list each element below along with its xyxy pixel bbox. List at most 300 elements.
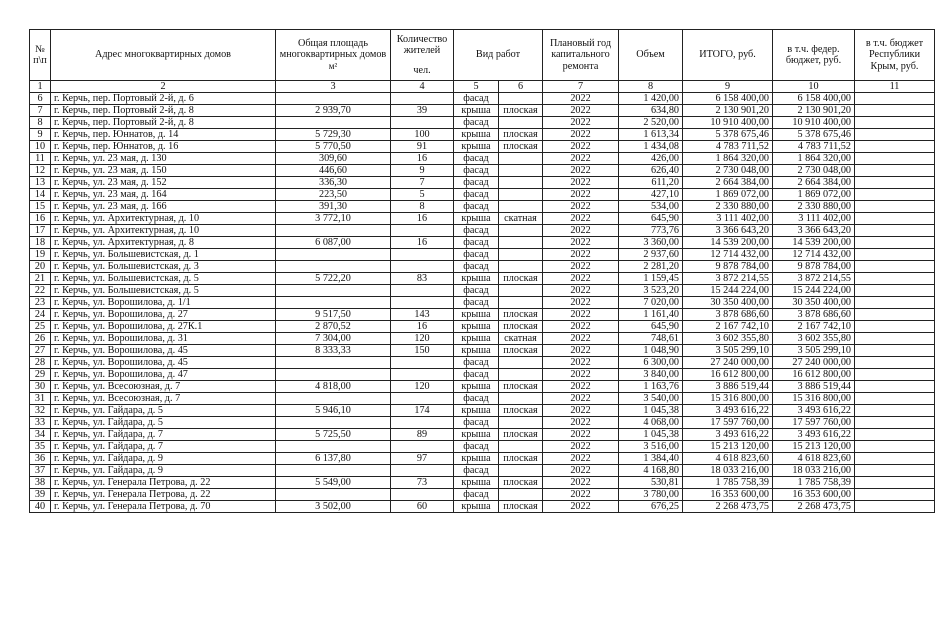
planned-year-cell: 2022 bbox=[543, 285, 619, 297]
republic-budget-cell bbox=[855, 453, 935, 465]
row-number-cell: 22 bbox=[30, 285, 51, 297]
federal-budget-cell: 3 878 686,60 bbox=[773, 309, 855, 321]
table-row bbox=[30, 129, 935, 141]
volume-cell: 1 159,45 bbox=[619, 273, 683, 285]
area-cell: 5 549,00 bbox=[276, 477, 391, 489]
federal-budget-cell: 1 869 072,00 bbox=[773, 189, 855, 201]
column-number-row bbox=[30, 81, 935, 93]
table-row bbox=[30, 501, 935, 513]
table-row bbox=[30, 333, 935, 345]
residents-cell bbox=[391, 489, 454, 501]
table-row bbox=[30, 141, 935, 153]
residents-cell: 83 bbox=[391, 273, 454, 285]
table-row bbox=[30, 261, 935, 273]
volume-cell: 6 300,00 bbox=[619, 357, 683, 369]
planned-year-cell: 2022 bbox=[543, 153, 619, 165]
residents-cell bbox=[391, 93, 454, 105]
row-number-cell: 18 bbox=[30, 237, 51, 249]
repair-program-table bbox=[29, 29, 935, 513]
volume-cell: 4 168,80 bbox=[619, 465, 683, 477]
volume-cell: 2 520,00 bbox=[619, 117, 683, 129]
planned-year-cell: 2022 bbox=[543, 381, 619, 393]
table-body bbox=[30, 93, 935, 513]
residents-cell: 60 bbox=[391, 501, 454, 513]
planned-year-cell: 2022 bbox=[543, 141, 619, 153]
republic-budget-cell bbox=[855, 477, 935, 489]
roof-type-cell bbox=[499, 417, 543, 429]
table-row bbox=[30, 417, 935, 429]
row-number-cell: 11 bbox=[30, 153, 51, 165]
table-row bbox=[30, 297, 935, 309]
row-number-cell: 16 bbox=[30, 213, 51, 225]
planned-year-cell: 2022 bbox=[543, 393, 619, 405]
roof-type-cell bbox=[499, 393, 543, 405]
work-type-cell: фасад bbox=[454, 285, 499, 297]
volume-cell: 634,80 bbox=[619, 105, 683, 117]
federal-budget-cell: 3 493 616,22 bbox=[773, 405, 855, 417]
republic-budget-cell bbox=[855, 489, 935, 501]
federal-budget-cell: 1 785 758,39 bbox=[773, 477, 855, 489]
republic-budget-cell bbox=[855, 165, 935, 177]
roof-type-cell bbox=[499, 489, 543, 501]
total-cost-cell: 17 597 760,00 bbox=[683, 417, 773, 429]
work-type-cell: фасад bbox=[454, 201, 499, 213]
roof-type-cell bbox=[499, 177, 543, 189]
roof-type-cell bbox=[499, 225, 543, 237]
address-cell: г. Керчь, ул. Гайдара, д. 9 bbox=[51, 465, 276, 477]
volume-cell: 3 360,00 bbox=[619, 237, 683, 249]
area-cell bbox=[276, 285, 391, 297]
roof-type-cell bbox=[499, 237, 543, 249]
address-cell: г. Керчь, ул. 23 мая, д. 164 bbox=[51, 189, 276, 201]
work-type-cell: крыша bbox=[454, 333, 499, 345]
federal-budget-cell: 4 783 711,52 bbox=[773, 141, 855, 153]
row-number-cell: 19 bbox=[30, 249, 51, 261]
republic-budget-cell bbox=[855, 213, 935, 225]
federal-budget-cell: 2 268 473,75 bbox=[773, 501, 855, 513]
total-cost-cell: 16 353 600,00 bbox=[683, 489, 773, 501]
work-type-cell: фасад bbox=[454, 177, 499, 189]
table-row bbox=[30, 429, 935, 441]
planned-year-cell: 2022 bbox=[543, 261, 619, 273]
work-type-cell: крыша bbox=[454, 453, 499, 465]
residents-cell: 97 bbox=[391, 453, 454, 465]
planned-year-cell: 2022 bbox=[543, 477, 619, 489]
total-cost-cell: 3 366 643,20 bbox=[683, 225, 773, 237]
header-address: Адрес многоквартирных домов bbox=[51, 30, 276, 81]
roof-type-cell bbox=[499, 201, 543, 213]
federal-budget-cell: 14 539 200,00 bbox=[773, 237, 855, 249]
area-cell bbox=[276, 249, 391, 261]
total-cost-cell: 2 664 384,00 bbox=[683, 177, 773, 189]
address-cell: г. Керчь, ул. Ворошилова, д. 31 bbox=[51, 333, 276, 345]
roof-type-cell: плоская bbox=[499, 129, 543, 141]
republic-budget-cell bbox=[855, 429, 935, 441]
residents-cell: 174 bbox=[391, 405, 454, 417]
republic-budget-cell bbox=[855, 465, 935, 477]
column-number: 7 bbox=[543, 81, 619, 93]
column-number: 11 bbox=[855, 81, 935, 93]
total-cost-cell: 14 539 200,00 bbox=[683, 237, 773, 249]
table-row bbox=[30, 381, 935, 393]
total-cost-cell: 5 378 675,46 bbox=[683, 129, 773, 141]
header-residents-label: Количество жителей bbox=[396, 33, 448, 57]
row-number-cell: 24 bbox=[30, 309, 51, 321]
total-cost-cell: 9 878 784,00 bbox=[683, 261, 773, 273]
volume-cell: 1 045,38 bbox=[619, 405, 683, 417]
residents-cell bbox=[391, 261, 454, 273]
work-type-cell: фасад bbox=[454, 93, 499, 105]
federal-budget-cell: 2 167 742,10 bbox=[773, 321, 855, 333]
volume-cell: 3 516,00 bbox=[619, 441, 683, 453]
address-cell: г. Керчь, ул. Ворошилова, д. 27К.1 bbox=[51, 321, 276, 333]
area-cell: 8 333,33 bbox=[276, 345, 391, 357]
area-cell: 4 818,00 bbox=[276, 381, 391, 393]
volume-cell: 645,90 bbox=[619, 321, 683, 333]
republic-budget-cell bbox=[855, 189, 935, 201]
planned-year-cell: 2022 bbox=[543, 249, 619, 261]
planned-year-cell: 2022 bbox=[543, 129, 619, 141]
volume-cell: 3 523,20 bbox=[619, 285, 683, 297]
roof-type-cell bbox=[499, 117, 543, 129]
residents-cell bbox=[391, 369, 454, 381]
volume-cell: 3 840,00 bbox=[619, 369, 683, 381]
residents-cell bbox=[391, 285, 454, 297]
total-cost-cell: 3 493 616,22 bbox=[683, 429, 773, 441]
residents-cell: 8 bbox=[391, 201, 454, 213]
work-type-cell: крыша bbox=[454, 321, 499, 333]
planned-year-cell: 2022 bbox=[543, 369, 619, 381]
republic-budget-cell bbox=[855, 501, 935, 513]
volume-cell: 676,25 bbox=[619, 501, 683, 513]
header-total: ИТОГО, руб. bbox=[683, 30, 773, 81]
volume-cell: 426,00 bbox=[619, 153, 683, 165]
row-number-cell: 31 bbox=[30, 393, 51, 405]
address-cell: г. Керчь, ул. Генерала Петрова, д. 22 bbox=[51, 489, 276, 501]
table-row bbox=[30, 201, 935, 213]
residents-cell bbox=[391, 225, 454, 237]
federal-budget-cell: 4 618 823,60 bbox=[773, 453, 855, 465]
roof-type-cell bbox=[499, 357, 543, 369]
volume-cell: 626,40 bbox=[619, 165, 683, 177]
republic-budget-cell bbox=[855, 129, 935, 141]
header-republic-budget: в т.ч. бюджет Республики Крым, руб. bbox=[855, 30, 935, 81]
row-number-cell: 30 bbox=[30, 381, 51, 393]
area-cell: 5 725,50 bbox=[276, 429, 391, 441]
federal-budget-cell: 30 350 400,00 bbox=[773, 297, 855, 309]
planned-year-cell: 2022 bbox=[543, 321, 619, 333]
area-cell: 2 870,52 bbox=[276, 321, 391, 333]
area-cell bbox=[276, 225, 391, 237]
residents-cell: 39 bbox=[391, 105, 454, 117]
table-row bbox=[30, 453, 935, 465]
header-area-label: Общая площадь многоквартирных домов bbox=[279, 37, 387, 61]
address-cell: г. Керчь, ул. 23 мая, д. 166 bbox=[51, 201, 276, 213]
federal-budget-cell: 16 353 600,00 bbox=[773, 489, 855, 501]
planned-year-cell: 2022 bbox=[543, 297, 619, 309]
republic-budget-cell bbox=[855, 345, 935, 357]
residents-cell bbox=[391, 117, 454, 129]
work-type-cell: крыша bbox=[454, 141, 499, 153]
work-type-cell: крыша bbox=[454, 273, 499, 285]
roof-type-cell: скатная bbox=[499, 213, 543, 225]
area-cell bbox=[276, 369, 391, 381]
table-row bbox=[30, 477, 935, 489]
column-number: 5 bbox=[454, 81, 499, 93]
address-cell: г. Керчь, ул. Гайдара, д. 9 bbox=[51, 453, 276, 465]
work-type-cell: крыша bbox=[454, 213, 499, 225]
federal-budget-cell: 3 111 402,00 bbox=[773, 213, 855, 225]
republic-budget-cell bbox=[855, 249, 935, 261]
table-row bbox=[30, 441, 935, 453]
row-number-cell: 34 bbox=[30, 429, 51, 441]
table-row bbox=[30, 321, 935, 333]
total-cost-cell: 3 493 616,22 bbox=[683, 405, 773, 417]
header-volume: Объем bbox=[619, 30, 683, 81]
area-cell: 391,30 bbox=[276, 201, 391, 213]
row-number-cell: 17 bbox=[30, 225, 51, 237]
work-type-cell: фасад bbox=[454, 249, 499, 261]
roof-type-cell bbox=[499, 189, 543, 201]
header-work-type: Вид работ bbox=[454, 30, 543, 81]
planned-year-cell: 2022 bbox=[543, 333, 619, 345]
residents-cell: 7 bbox=[391, 177, 454, 189]
republic-budget-cell bbox=[855, 117, 935, 129]
area-cell: 336,30 bbox=[276, 177, 391, 189]
header-residents bbox=[391, 30, 454, 81]
address-cell: г. Керчь, ул. Архитектурная, д. 8 bbox=[51, 237, 276, 249]
volume-cell: 1 420,00 bbox=[619, 93, 683, 105]
row-number-cell: 8 bbox=[30, 117, 51, 129]
table-row bbox=[30, 213, 935, 225]
volume-cell: 1 163,76 bbox=[619, 381, 683, 393]
planned-year-cell: 2022 bbox=[543, 405, 619, 417]
total-cost-cell: 3 886 519,44 bbox=[683, 381, 773, 393]
residents-cell: 89 bbox=[391, 429, 454, 441]
planned-year-cell: 2022 bbox=[543, 237, 619, 249]
total-cost-cell: 15 213 120,00 bbox=[683, 441, 773, 453]
residents-cell bbox=[391, 249, 454, 261]
federal-budget-cell: 15 316 800,00 bbox=[773, 393, 855, 405]
volume-cell: 1 434,08 bbox=[619, 141, 683, 153]
roof-type-cell bbox=[499, 297, 543, 309]
planned-year-cell: 2022 bbox=[543, 417, 619, 429]
republic-budget-cell bbox=[855, 321, 935, 333]
address-cell: г. Керчь, ул. Генерала Петрова, д. 22 bbox=[51, 477, 276, 489]
residents-cell: 16 bbox=[391, 321, 454, 333]
area-cell: 5 729,30 bbox=[276, 129, 391, 141]
republic-budget-cell bbox=[855, 105, 935, 117]
federal-budget-cell: 15 244 224,00 bbox=[773, 285, 855, 297]
planned-year-cell: 2022 bbox=[543, 213, 619, 225]
address-cell: г. Керчь, ул. Гайдара, д. 7 bbox=[51, 441, 276, 453]
area-cell bbox=[276, 393, 391, 405]
table-row bbox=[30, 177, 935, 189]
row-number-cell: 12 bbox=[30, 165, 51, 177]
row-number-cell: 36 bbox=[30, 453, 51, 465]
total-cost-cell: 1 869 072,00 bbox=[683, 189, 773, 201]
federal-budget-cell: 27 240 000,00 bbox=[773, 357, 855, 369]
work-type-cell: фасад bbox=[454, 237, 499, 249]
table-row bbox=[30, 393, 935, 405]
area-cell: 446,60 bbox=[276, 165, 391, 177]
residents-cell bbox=[391, 465, 454, 477]
row-number-cell: 26 bbox=[30, 333, 51, 345]
area-cell: 5 946,10 bbox=[276, 405, 391, 417]
roof-type-cell: плоская bbox=[499, 309, 543, 321]
work-type-cell: крыша bbox=[454, 501, 499, 513]
total-cost-cell: 3 602 355,80 bbox=[683, 333, 773, 345]
address-cell: г. Керчь, ул. Гайдара, д. 5 bbox=[51, 417, 276, 429]
planned-year-cell: 2022 bbox=[543, 429, 619, 441]
work-type-cell: фасад bbox=[454, 465, 499, 477]
roof-type-cell bbox=[499, 261, 543, 273]
header-residents-unit: чел. bbox=[413, 64, 431, 76]
republic-budget-cell bbox=[855, 393, 935, 405]
roof-type-cell: плоская bbox=[499, 405, 543, 417]
planned-year-cell: 2022 bbox=[543, 489, 619, 501]
republic-budget-cell bbox=[855, 405, 935, 417]
federal-budget-cell: 5 378 675,46 bbox=[773, 129, 855, 141]
address-cell: г. Керчь, ул. Ворошилова, д. 1/1 bbox=[51, 297, 276, 309]
address-cell: г. Керчь, пер. Портовый 2-й, д. 8 bbox=[51, 117, 276, 129]
republic-budget-cell bbox=[855, 333, 935, 345]
address-cell: г. Керчь, пер. Юннатов, д. 14 bbox=[51, 129, 276, 141]
federal-budget-cell: 3 366 643,20 bbox=[773, 225, 855, 237]
column-number: 2 bbox=[51, 81, 276, 93]
header-federal-budget: в т.ч. федер. бюджет, руб. bbox=[773, 30, 855, 81]
area-cell bbox=[276, 261, 391, 273]
planned-year-cell: 2022 bbox=[543, 345, 619, 357]
volume-cell: 534,00 bbox=[619, 201, 683, 213]
roof-type-cell: плоская bbox=[499, 321, 543, 333]
total-cost-cell: 6 158 400,00 bbox=[683, 93, 773, 105]
federal-budget-cell: 2 664 384,00 bbox=[773, 177, 855, 189]
total-cost-cell: 2 330 880,00 bbox=[683, 201, 773, 213]
table-row bbox=[30, 249, 935, 261]
table-header-row bbox=[30, 30, 935, 81]
table-row bbox=[30, 489, 935, 501]
republic-budget-cell bbox=[855, 153, 935, 165]
row-number-cell: 32 bbox=[30, 405, 51, 417]
address-cell: г. Керчь, ул. Гайдара, д. 5 bbox=[51, 405, 276, 417]
federal-budget-cell: 2 730 048,00 bbox=[773, 165, 855, 177]
roof-type-cell bbox=[499, 249, 543, 261]
work-type-cell: фасад bbox=[454, 117, 499, 129]
address-cell: г. Керчь, ул. 23 мая, д. 152 bbox=[51, 177, 276, 189]
area-cell bbox=[276, 417, 391, 429]
address-cell: г. Керчь, ул. Большевистская, д. 5 bbox=[51, 273, 276, 285]
address-cell: г. Керчь, ул. Всесоюзная, д. 7 bbox=[51, 393, 276, 405]
address-cell: г. Керчь, ул. Гайдара, д. 7 bbox=[51, 429, 276, 441]
volume-cell: 427,10 bbox=[619, 189, 683, 201]
republic-budget-cell bbox=[855, 273, 935, 285]
work-type-cell: фасад bbox=[454, 369, 499, 381]
total-cost-cell: 30 350 400,00 bbox=[683, 297, 773, 309]
planned-year-cell: 2022 bbox=[543, 357, 619, 369]
table-row bbox=[30, 465, 935, 477]
column-number: 3 bbox=[276, 81, 391, 93]
address-cell: г. Керчь, ул. Ворошилова, д. 47 bbox=[51, 369, 276, 381]
header-planned-year: Плановый год капитального ремонта bbox=[543, 30, 619, 81]
area-cell bbox=[276, 93, 391, 105]
roof-type-cell: плоская bbox=[499, 141, 543, 153]
total-cost-cell: 2 167 742,10 bbox=[683, 321, 773, 333]
column-number: 6 bbox=[499, 81, 543, 93]
address-cell: г. Керчь, пер. Портовый 2-й, д. 8 bbox=[51, 105, 276, 117]
residents-cell: 16 bbox=[391, 153, 454, 165]
planned-year-cell: 2022 bbox=[543, 189, 619, 201]
volume-cell: 7 020,00 bbox=[619, 297, 683, 309]
republic-budget-cell bbox=[855, 309, 935, 321]
address-cell: г. Керчь, ул. Большевистская, д. 5 bbox=[51, 285, 276, 297]
area-cell: 7 304,00 bbox=[276, 333, 391, 345]
federal-budget-cell: 1 864 320,00 bbox=[773, 153, 855, 165]
total-cost-cell: 1 864 320,00 bbox=[683, 153, 773, 165]
roof-type-cell bbox=[499, 465, 543, 477]
area-cell bbox=[276, 489, 391, 501]
table-row bbox=[30, 357, 935, 369]
area-cell bbox=[276, 297, 391, 309]
header-number: № п\п bbox=[30, 30, 51, 81]
work-type-cell: фасад bbox=[454, 225, 499, 237]
area-cell: 223,50 bbox=[276, 189, 391, 201]
table-row bbox=[30, 105, 935, 117]
table-row bbox=[30, 225, 935, 237]
volume-cell: 1 161,40 bbox=[619, 309, 683, 321]
work-type-cell: крыша bbox=[454, 429, 499, 441]
header-area-unit: м² bbox=[328, 60, 338, 71]
planned-year-cell: 2022 bbox=[543, 93, 619, 105]
planned-year-cell: 2022 bbox=[543, 453, 619, 465]
residents-cell: 16 bbox=[391, 237, 454, 249]
address-cell: г. Керчь, пер. Юннатов, д. 16 bbox=[51, 141, 276, 153]
work-type-cell: фасад bbox=[454, 393, 499, 405]
federal-budget-cell: 18 033 216,00 bbox=[773, 465, 855, 477]
planned-year-cell: 2022 bbox=[543, 501, 619, 513]
volume-cell: 748,61 bbox=[619, 333, 683, 345]
total-cost-cell: 2 730 048,00 bbox=[683, 165, 773, 177]
address-cell: г. Керчь, ул. Генерала Петрова, д. 70 bbox=[51, 501, 276, 513]
federal-budget-cell: 15 213 120,00 bbox=[773, 441, 855, 453]
work-type-cell: фасад bbox=[454, 357, 499, 369]
total-cost-cell: 18 033 216,00 bbox=[683, 465, 773, 477]
column-number: 4 bbox=[391, 81, 454, 93]
roof-type-cell: плоская bbox=[499, 477, 543, 489]
row-number-cell: 6 bbox=[30, 93, 51, 105]
row-number-cell: 20 bbox=[30, 261, 51, 273]
federal-budget-cell: 3 886 519,44 bbox=[773, 381, 855, 393]
address-cell: г. Керчь, ул. Ворошилова, д. 45 bbox=[51, 357, 276, 369]
roof-type-cell bbox=[499, 441, 543, 453]
row-number-cell: 7 bbox=[30, 105, 51, 117]
total-cost-cell: 4 618 823,60 bbox=[683, 453, 773, 465]
address-cell: г. Керчь, ул. Всесоюзная, д. 7 bbox=[51, 381, 276, 393]
republic-budget-cell bbox=[855, 93, 935, 105]
residents-cell bbox=[391, 393, 454, 405]
row-number-cell: 15 bbox=[30, 201, 51, 213]
area-cell bbox=[276, 117, 391, 129]
federal-budget-cell: 3 872 214,55 bbox=[773, 273, 855, 285]
volume-cell: 1 613,34 bbox=[619, 129, 683, 141]
federal-budget-cell: 10 910 400,00 bbox=[773, 117, 855, 129]
volume-cell: 1 045,38 bbox=[619, 429, 683, 441]
row-number-cell: 33 bbox=[30, 417, 51, 429]
volume-cell: 645,90 bbox=[619, 213, 683, 225]
republic-budget-cell bbox=[855, 417, 935, 429]
roof-type-cell: плоская bbox=[499, 429, 543, 441]
area-cell bbox=[276, 357, 391, 369]
